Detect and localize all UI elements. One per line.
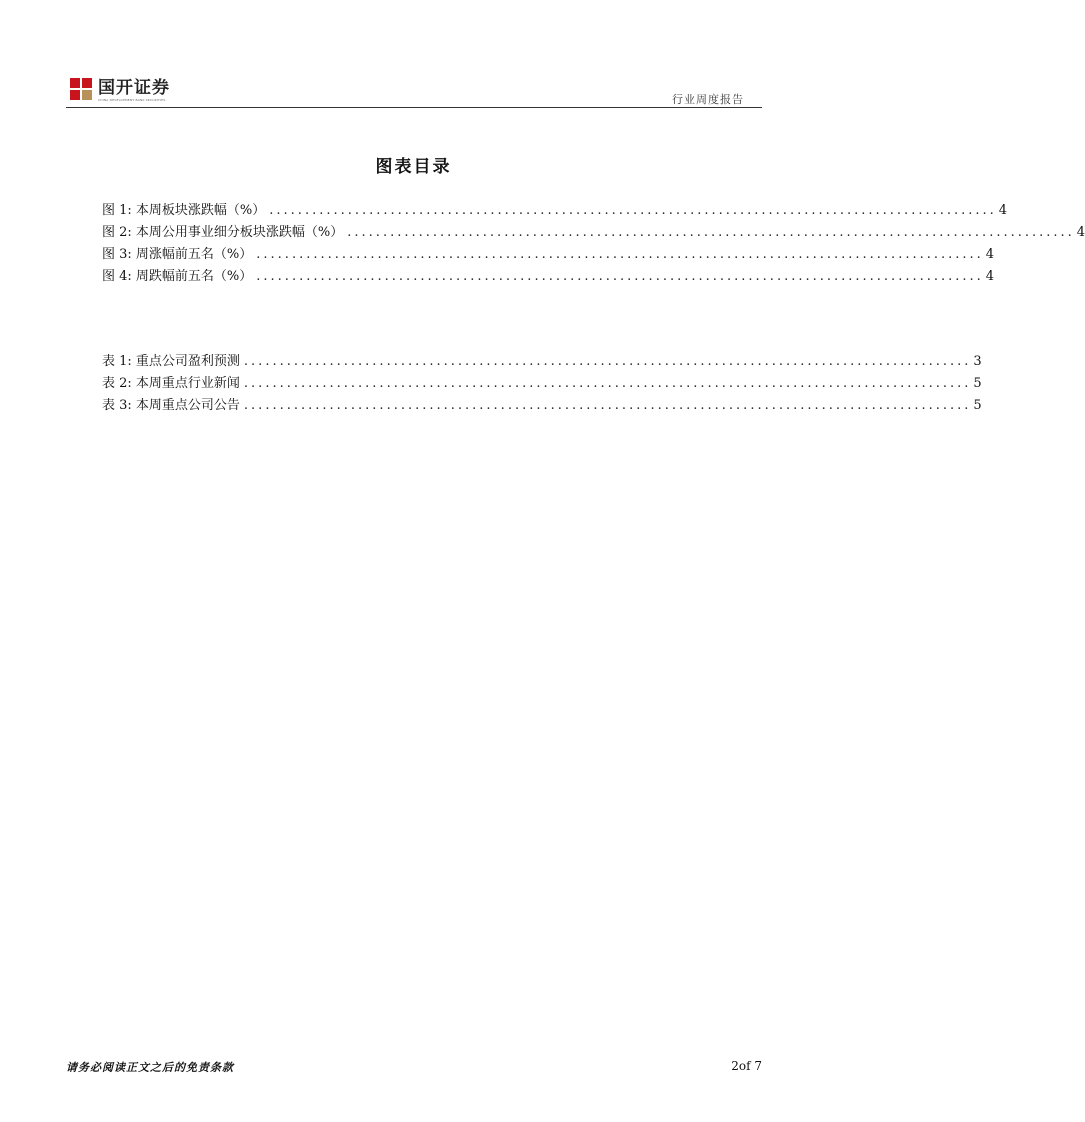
footer-disclaimer: 请务必阅读正文之后的免责条款 xyxy=(66,1061,234,1074)
table-list xyxy=(102,350,982,416)
toc-leader-dots: ...................................................................................................... xyxy=(243,398,972,413)
toc-entry-page: 4 xyxy=(985,269,995,284)
toc-entry-figure-2[interactable] xyxy=(102,221,1085,243)
toc-entry-figure-4[interactable] xyxy=(102,265,995,287)
report-type: 行业周度报告 xyxy=(672,93,744,106)
toc-entry-page: 5 xyxy=(973,398,982,413)
toc-title: 图表目录 xyxy=(375,157,452,177)
toc-entry-page: 5 xyxy=(973,376,982,391)
toc-entry-table-2[interactable] xyxy=(102,372,982,394)
toc-entry-label: 图 2: 本周公用事业细分板块涨跌幅（%） xyxy=(102,225,344,240)
logo-mark-icon xyxy=(70,78,92,100)
toc-entry-label: 表 1: 重点公司盈利预测 xyxy=(102,354,240,369)
header-divider xyxy=(66,107,762,108)
page-header xyxy=(66,74,762,110)
toc-entry-label: 表 2: 本周重点行业新闻 xyxy=(102,376,240,391)
toc-entry-label: 图 1: 本周板块涨跌幅（%） xyxy=(102,203,266,218)
toc-leader-dots: ...................................................................................................... xyxy=(256,247,984,262)
toc-entry-figure-1[interactable] xyxy=(102,199,1008,221)
toc-entry-table-1[interactable] xyxy=(102,350,982,372)
toc-entry-label: 图 3: 周涨幅前五名（%） xyxy=(102,247,253,262)
company-logo xyxy=(70,78,170,102)
toc-leader-dots: ...................................................................................................... xyxy=(243,354,972,369)
figure-list xyxy=(102,199,1085,287)
toc-leader-dots: ...................................................................................................... xyxy=(347,225,1075,240)
toc-entry-figure-3[interactable] xyxy=(102,243,995,265)
logo-name: 国开证券 xyxy=(98,78,170,98)
toc-leader-dots: ...................................................................................................... xyxy=(269,203,997,218)
toc-entry-label: 图 4: 周跌幅前五名（%） xyxy=(102,269,253,284)
toc-leader-dots: ...................................................................................................... xyxy=(256,269,984,284)
toc-entry-page: 4 xyxy=(998,203,1008,218)
toc-entry-page: 4 xyxy=(985,247,995,262)
footer-page-number: 2of 7 xyxy=(731,1059,762,1073)
toc-entry-table-3[interactable] xyxy=(102,394,982,416)
toc-entry-page: 4 xyxy=(1076,225,1085,240)
toc-entry-label: 表 3: 本周重点公司公告 xyxy=(102,398,240,413)
toc-leader-dots: ...................................................................................................... xyxy=(243,376,972,391)
logo-subtitle: CHINA DEVELOPMENT BANK SECURITIES xyxy=(98,98,166,102)
toc-entry-page: 3 xyxy=(973,354,982,369)
